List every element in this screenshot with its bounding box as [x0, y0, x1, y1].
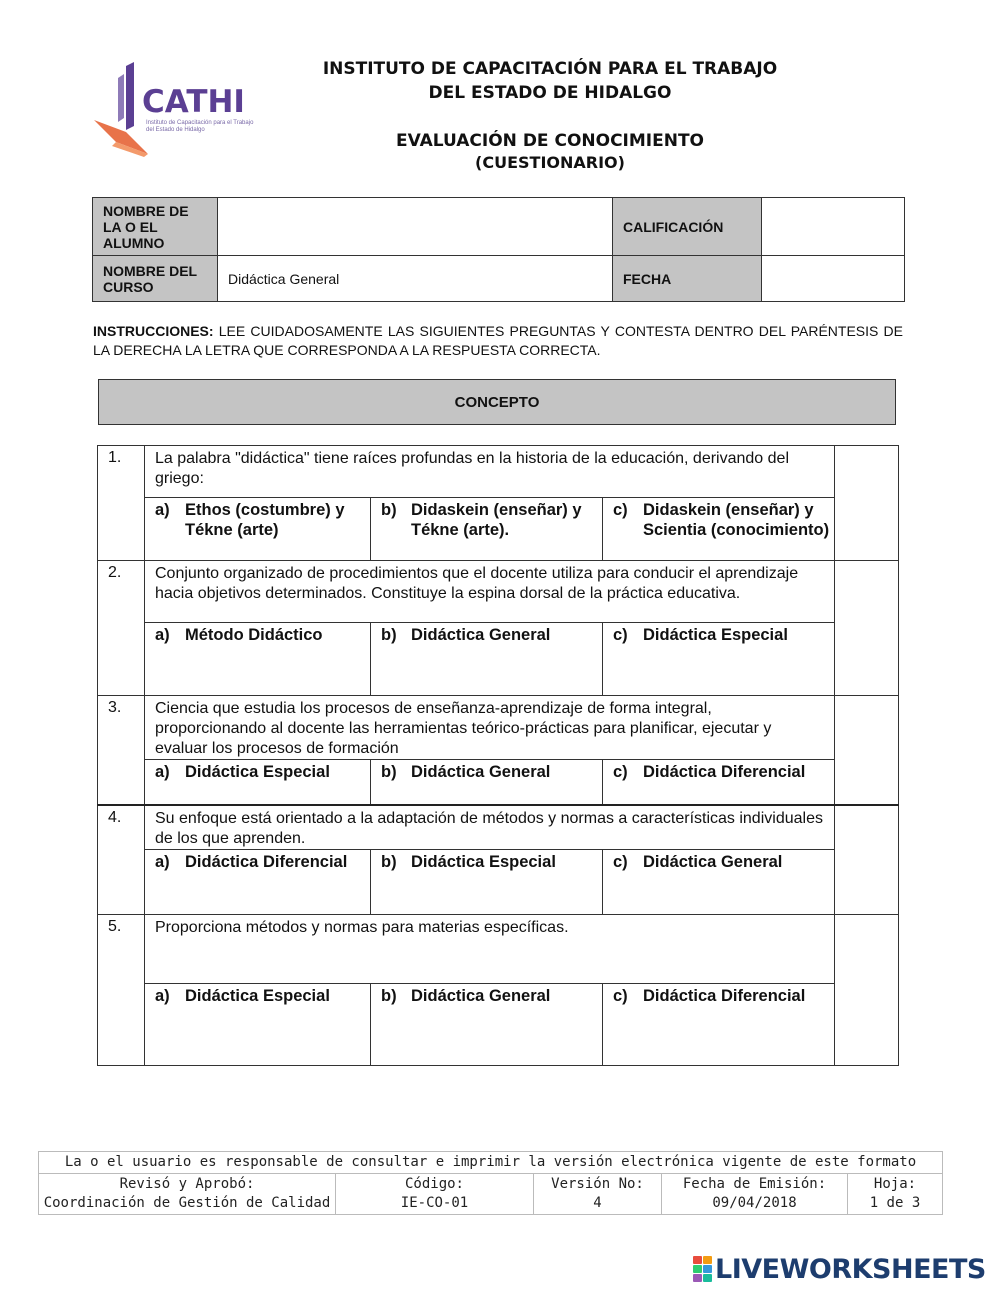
- question-1-option-c[interactable]: [603, 498, 835, 561]
- question-5-option-b[interactable]: [371, 983, 603, 1065]
- option-text: Didaskein (enseñar) y Scientia (conocimiento): [643, 501, 830, 539]
- grade-label: CALIFICACIÓN: [613, 198, 762, 256]
- question-1-option-a[interactable]: [145, 498, 371, 561]
- footer-notice: La o el usuario es responsable de consultar e imprimir la versión electrónica vigente de este formato: [39, 1152, 943, 1174]
- issue-label: Fecha de Emisión:: [682, 1176, 827, 1192]
- student-name-label: NOMBRE DE LA O EL ALUMNO: [93, 198, 218, 256]
- option-letter: c): [613, 986, 628, 1005]
- question-5-answer-box[interactable]: [835, 914, 899, 1065]
- institute-title-line2: DEL ESTADO DE HIDALGO: [428, 83, 672, 103]
- footer-sheet: [848, 1174, 943, 1215]
- option-letter: b): [381, 763, 397, 781]
- document-footer: [38, 1151, 943, 1215]
- option-letter: b): [381, 852, 397, 871]
- question-5-text: Proporciona métodos y normas para materias específicas.: [145, 914, 835, 983]
- question-5-option-a[interactable]: [145, 983, 371, 1065]
- reviewed-value: Coordinación de Gestión de Calidad: [43, 1195, 331, 1211]
- question-2-answer-box[interactable]: [835, 561, 899, 696]
- question-3-option-b[interactable]: [371, 760, 603, 805]
- logo-text: CATHI: [142, 84, 245, 120]
- sheet-value: 1 de 3: [869, 1195, 921, 1211]
- questions-table: [97, 445, 899, 1066]
- question-4-option-a[interactable]: [145, 849, 371, 914]
- course-name-value: Didáctica General: [218, 256, 613, 302]
- option-letter: c): [613, 501, 628, 519]
- option-letter: a): [155, 852, 170, 871]
- reviewed-label: Revisó y Aprobó:: [119, 1176, 255, 1192]
- option-letter: a): [155, 501, 170, 519]
- version-label: Versión No:: [551, 1176, 644, 1192]
- evaluation-title: EVALUACIÓN DE CONOCIMIENTO: [395, 131, 705, 151]
- concept-header: CONCEPTO: [98, 379, 896, 425]
- question-1-answer-box[interactable]: [835, 446, 899, 561]
- option-text: Didáctica General: [411, 763, 551, 781]
- question-4-option-b[interactable]: [371, 849, 603, 914]
- option-letter: c): [613, 626, 628, 644]
- issue-value: 09/04/2018: [712, 1195, 797, 1211]
- question-3-answer-box[interactable]: [835, 696, 899, 805]
- liveworksheets-brand[interactable]: [693, 1252, 986, 1286]
- option-letter: a): [155, 626, 170, 644]
- student-info-table: [92, 197, 905, 302]
- option-text: Didáctica General: [411, 626, 551, 644]
- logo-subtitle: Instituto de Capacitación para el Trabajo del Estado de Hidalgo: [146, 120, 254, 133]
- question-1-row: [98, 446, 899, 498]
- liveworksheets-icon: [693, 1256, 711, 1282]
- question-4-row: [98, 805, 899, 850]
- question-3-row: [98, 696, 899, 760]
- option-letter: a): [155, 986, 170, 1005]
- question-4-text: Su enfoque está orientado a la adaptación de métodos y normas a características individuales de los que aprenden.: [145, 805, 835, 850]
- option-text: Método Didáctico: [185, 626, 323, 644]
- question-2-option-b[interactable]: [371, 623, 603, 696]
- question-2-number: 2.: [98, 561, 145, 696]
- liveworksheets-text: LIVEWORKSHEETS: [715, 1253, 986, 1285]
- option-text: Didáctica Especial: [185, 986, 330, 1005]
- cathi-logo: [88, 62, 258, 157]
- question-4-number: 4.: [98, 805, 145, 915]
- question-1-number: 1.: [98, 446, 145, 561]
- question-1-text: La palabra "didáctica" tiene raíces profundas en la historia de la educación, derivando del griego:: [145, 446, 835, 498]
- question-3-option-c[interactable]: [603, 760, 835, 805]
- question-4-option-c[interactable]: [603, 849, 835, 914]
- question-4-answer-box[interactable]: [835, 805, 899, 915]
- instructions: [93, 322, 903, 360]
- question-2-text: Conjunto organizado de procedimientos que el docente utiliza para conducir el aprendizaje hacia objetivos determinados. Constituye la espina dorsal de la práctica educativa.: [145, 561, 835, 623]
- student-name-field[interactable]: [218, 198, 613, 256]
- question-2-option-c[interactable]: [603, 623, 835, 696]
- code-value: IE-CO-01: [400, 1195, 469, 1211]
- option-text: Ethos (costumbre) y Tékne (arte): [185, 501, 345, 539]
- option-text: Didáctica General: [411, 986, 551, 1005]
- question-1-option-b[interactable]: [371, 498, 603, 561]
- question-3-number: 3.: [98, 696, 145, 805]
- option-text: Didáctica Diferencial: [643, 986, 806, 1005]
- option-letter: a): [155, 763, 170, 781]
- code-label: Código:: [404, 1176, 464, 1192]
- question-5-number: 5.: [98, 914, 145, 1065]
- course-name-label: NOMBRE DEL CURSO: [93, 256, 218, 302]
- question-2-option-a[interactable]: [145, 623, 371, 696]
- question-2-row: [98, 561, 899, 623]
- question-5-row: [98, 914, 899, 983]
- cathi-logo-icon: [88, 62, 148, 157]
- option-letter: b): [381, 626, 397, 644]
- institute-title-line1: INSTITUTO DE CAPACITACIÓN PARA EL TRABAJO: [322, 59, 778, 79]
- footer-reviewed: [39, 1174, 336, 1215]
- instructions-label: INSTRUCCIONES:: [93, 323, 214, 339]
- question-3-text: Ciencia que estudia los procesos de enseñanza-aprendizaje de forma integral, proporcionando al docente las herramientas teórico-prácticas para planificar, ejecutar y evaluar los procesos de formación: [145, 696, 835, 760]
- option-letter: c): [613, 852, 628, 871]
- option-text: Didáctica Especial: [643, 626, 788, 644]
- option-text: Didáctica Diferencial: [643, 763, 806, 781]
- instructions-text: LEE CUIDADOSAMENTE LAS SIGUIENTES PREGUNTAS Y CONTESTA DENTRO DEL PARÉNTESIS DE LA DERECHA LA LETRA QUE CORRESPONDA A LA RESPUESTA CORRECTA.: [93, 323, 903, 358]
- option-text: Didáctica Especial: [411, 852, 556, 871]
- option-text: Didáctica Diferencial: [185, 852, 348, 871]
- grade-field[interactable]: [762, 198, 905, 256]
- option-letter: c): [613, 763, 628, 781]
- question-3-option-a[interactable]: [145, 760, 371, 805]
- option-letter: b): [381, 986, 397, 1005]
- footer-version: [534, 1174, 662, 1215]
- date-label: FECHA: [613, 256, 762, 302]
- sheet-label: Hoja:: [873, 1176, 917, 1192]
- footer-issue-date: [662, 1174, 848, 1215]
- date-field[interactable]: [762, 256, 905, 302]
- option-text: Didáctica General: [643, 852, 783, 871]
- evaluation-subtitle: (CUESTIONARIO): [475, 153, 625, 172]
- footer-code: [336, 1174, 534, 1215]
- option-text: Didáctica Especial: [185, 763, 330, 781]
- version-value: 4: [593, 1195, 602, 1211]
- option-text: Didaskein (enseñar) y Tékne (arte).: [411, 501, 582, 539]
- option-letter: b): [381, 501, 397, 519]
- question-5-option-c[interactable]: [603, 983, 835, 1065]
